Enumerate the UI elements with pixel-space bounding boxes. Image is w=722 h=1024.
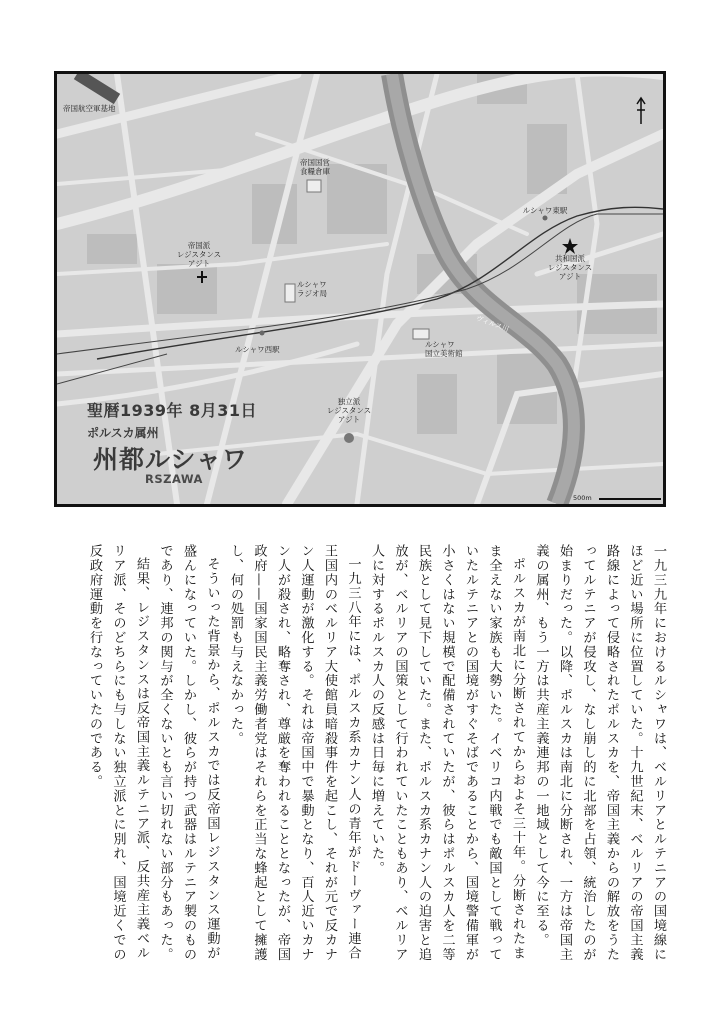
label-independent-resistance: 独立派 レジスタンス アジト: [326, 397, 372, 424]
article-body: [87, 544, 670, 964]
east-station-marker: [543, 216, 548, 221]
radio-marker: [285, 284, 295, 302]
label-radio: ルシャワ ラジオ局: [297, 280, 327, 298]
west-station-marker: [260, 331, 265, 336]
scale-bar: [599, 498, 661, 500]
city-map[interactable]: [54, 71, 666, 507]
article-paragraph: 一九三九年におけるルシャワは、ベルリアとルテニアの国境線にほど近い場所に位置していた。十九世紀末、ベルリアの帝国主義路線によって侵略されたポルスカを、帝国主義からの解放をうたってルテニアが侵攻し、なし崩し的に北部を占領、統治したのが始まりだった。以降、ポルスカは南北に分断され、一方は帝国主義の属州、もう一方は共産主義連邦の一地域として今に至る。: [533, 544, 666, 962]
scale-label: 500m: [573, 494, 592, 502]
label-east-station: ルシャワ東駅: [522, 206, 568, 215]
article-paragraph: ポルスカが南北に分断されてからおよそ三十年。分断されたまま全えない家族も大勢いた。イベリコ内戦でも敵国として戦っていたルテニアとの国境がすぐそばであることから、国境警備軍が小さくはない規模で配備されていたが、彼らはポルスカ人を二等民族として見下していた。また、ポルスカ系カナン人の迫害と追放が、ベルリアの国策として行われていたこともあり、ベルリア人に対するポルスカ人の反感は日毎に増えていた。: [369, 544, 525, 962]
article-paragraph: そういった背景から、ポルスカでは反帝国レジスタンス運動が盛んになっていた。しかし、彼らが持つ武器はルテニア製のものであり、連邦の関与が全くないとも言い切れない部分もあった。: [157, 544, 220, 962]
city-block: [87, 234, 137, 264]
label-granary: 帝国国営 食糧倉庫: [300, 158, 330, 176]
city-block: [417, 374, 457, 434]
label-museum: ルシャワ 国立美術館: [425, 340, 463, 358]
article-paragraph: 一九三八年には、ポルスカ系カナン人の青年がドーヴァー連合王国内のベルリア大使館員暗殺事件を起こし、それが元で反カナン人運動が激化する。それは帝国中で暴動となり、百人近いカナン人が殺され、略奪され、尊厳を奪われることとなったが、帝国政府——国家国民主義労働者党はそれらを正当な蜂起として擁護し、何の処罰も与えなかった。: [228, 544, 361, 962]
label-republican-resistance: 共和国派 レジスタンス アジト: [547, 254, 593, 281]
north-arrow-icon: [634, 96, 648, 126]
label-imperial-resistance: 帝国派 レジスタンス アジト: [176, 241, 222, 268]
independent-resistance-marker: [344, 433, 354, 443]
label-west-station: ルシャワ西駅: [235, 345, 280, 354]
map-title-date: 聖暦1939年 8月31日: [87, 401, 258, 420]
label-air-base: 帝国航空軍基地: [63, 104, 116, 113]
north-arrow-graphic: [634, 96, 648, 126]
map-title-region: ポルスカ属州: [87, 426, 159, 440]
label-river: ヴィルス川: [474, 314, 510, 334]
museum-marker: [413, 329, 429, 339]
article-paragraph: 結果、レジスタンスは反帝国主義ルテニア派、反共産主義ベルリア派、そのどちらにも与しない独立派とに別れ、国境近くでの反政府運動を行なっていたのである。: [87, 544, 149, 962]
map-title-city: 州都ルシャワ: [93, 445, 248, 474]
granary-marker: [307, 180, 321, 192]
map-title-romanized: RSZAWA: [145, 472, 203, 486]
city-block: [157, 264, 217, 314]
